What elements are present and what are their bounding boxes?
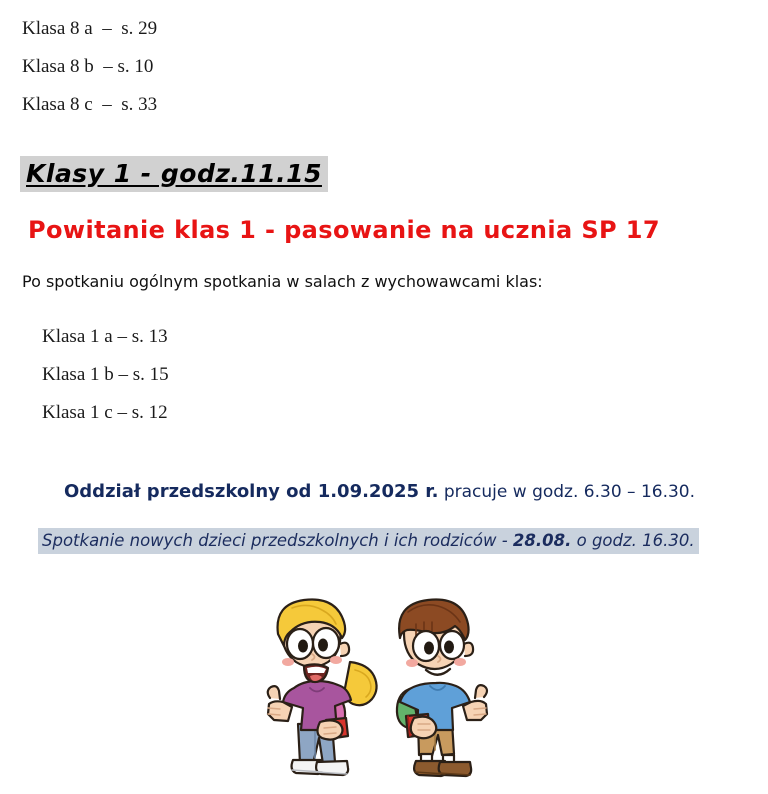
meeting-note-highlight bbox=[38, 528, 699, 554]
intro-paragraph: Po spotkaniu ogólnym spotkania w salach z wychowawcami klas: bbox=[22, 272, 543, 291]
meeting-note-tail: o godz. 16.30. bbox=[571, 531, 695, 550]
school-children-illustration bbox=[258, 596, 514, 794]
grade1-room-list bbox=[42, 318, 169, 432]
list-item: Klasa 8 b – s. 10 bbox=[22, 56, 154, 77]
list-item: Klasa 1 b – s. 15 bbox=[42, 364, 169, 385]
meeting-note bbox=[38, 528, 699, 554]
list-item: Klasa 1 c – s. 12 bbox=[42, 402, 168, 423]
meeting-note-lead: Spotkanie nowych dzieci przedszkolnych i ich rodziców - bbox=[42, 531, 513, 550]
red-headline: Powitanie klas 1 - pasowanie na ucznia SP 17 bbox=[28, 216, 660, 244]
list-item: Klasa 1 a – s. 13 bbox=[42, 326, 168, 347]
heading-highlight bbox=[20, 156, 328, 192]
list-item: Klasa 8 a – s. 29 bbox=[22, 18, 158, 39]
preschool-hours-line bbox=[64, 481, 695, 502]
two-children-thumbs-up-icon bbox=[258, 596, 514, 794]
preschool-bold-text: Oddział przedszkolny od 1.09.2025 r. bbox=[64, 481, 439, 502]
heading-text: Klasy 1 - godz.11.15 bbox=[26, 159, 322, 188]
section-heading bbox=[20, 156, 328, 192]
grade8-room-list bbox=[22, 10, 157, 124]
list-item: Klasa 8 c – s. 33 bbox=[22, 94, 158, 115]
meeting-note-date: 28.08. bbox=[512, 531, 572, 550]
preschool-regular-text: pracuje w godz. 6.30 – 16.30. bbox=[438, 482, 696, 502]
